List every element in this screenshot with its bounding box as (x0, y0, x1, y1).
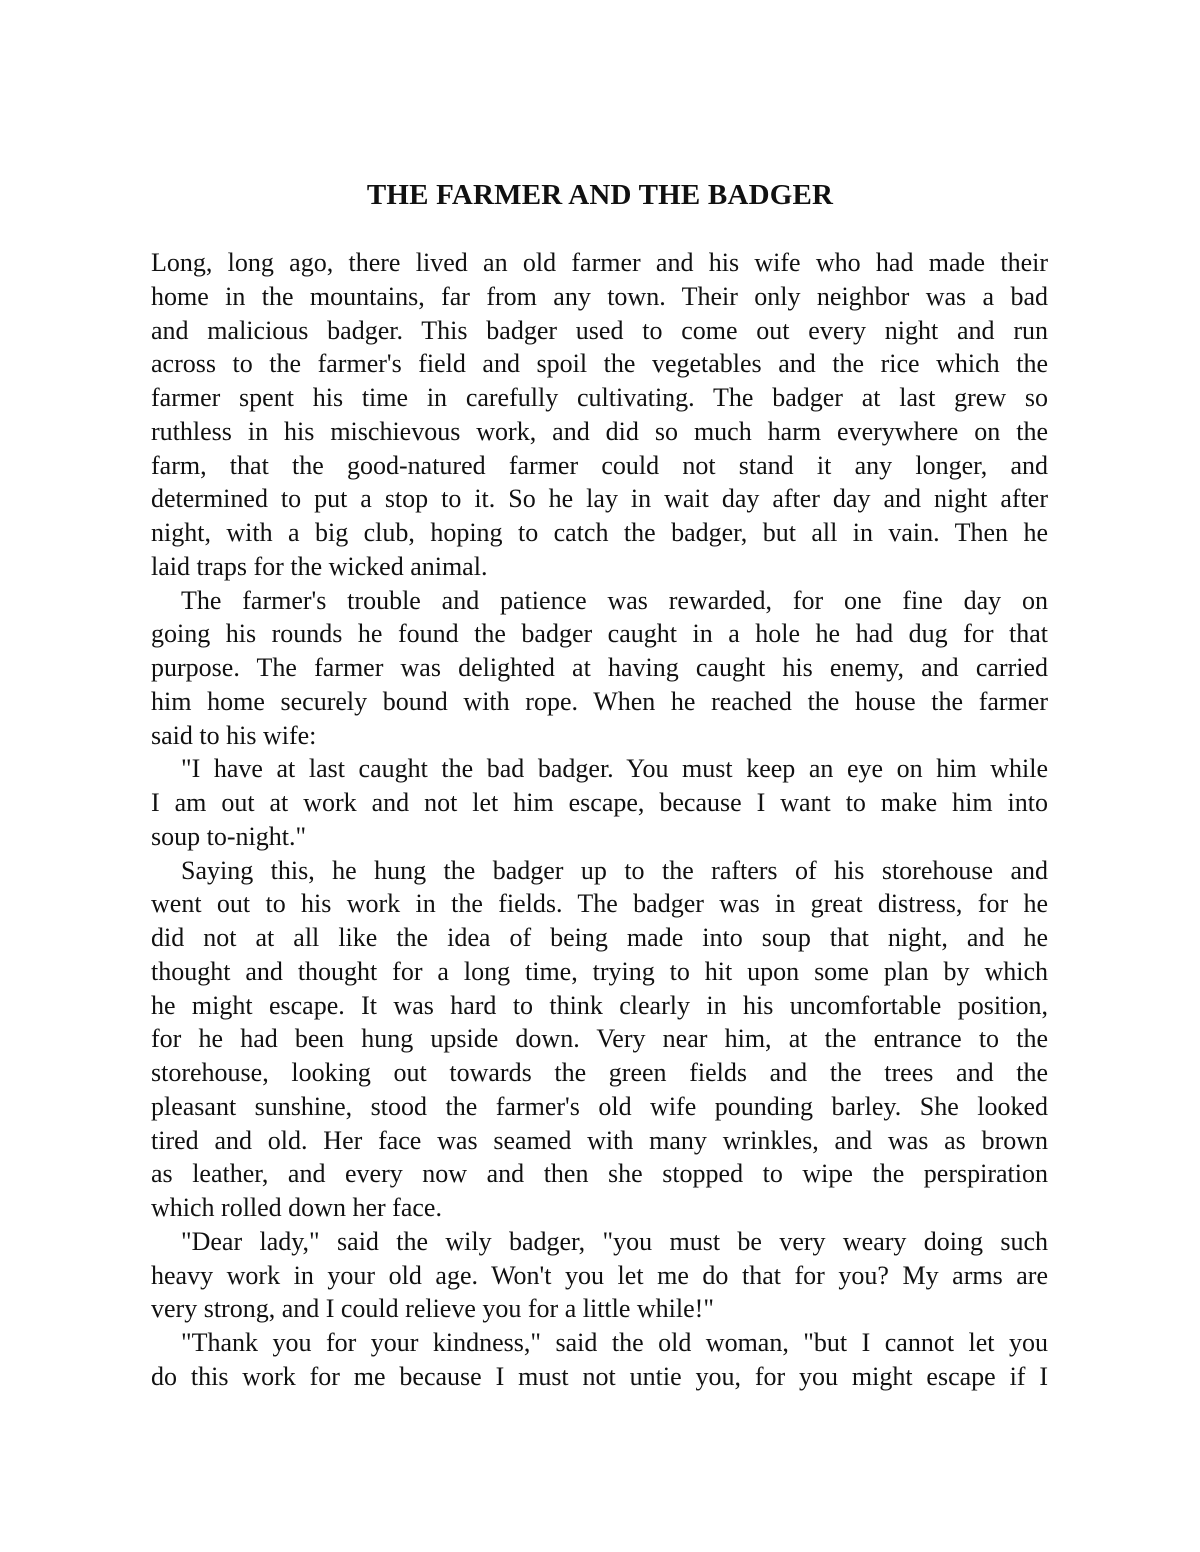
text-line: laid traps for the wicked animal. (151, 551, 488, 581)
text-line: farmer spent his time in carefully cultivating. The badger at last grew so (151, 383, 1048, 412)
text-line: ruthless in his mischievous work, and did so much harm everywhere on the (151, 416, 1048, 446)
text-line: thought and thought for a long time, trying to hit upon some plan by which (151, 956, 1048, 986)
text-line: and malicious badger. This badger used to come out every night and run (151, 315, 1048, 345)
text-line: tired and old. Her face was seamed with many wrinkles, and was as brown (151, 1125, 1048, 1155)
story-body (151, 246, 1048, 1394)
text-line: he might escape. It was hard to think clearly in his uncomfortable position, (151, 990, 1048, 1020)
text-line: night, with a big club, hoping to catch the badger, but all in vain. Then he (151, 518, 1048, 547)
paragraph (151, 584, 1048, 753)
text-line: heavy work in your old age. Won't you let me do that for you? My arms are (151, 1260, 1048, 1290)
text-line: purpose. The farmer was delighted at having caught his enemy, and carried (151, 653, 1048, 682)
text-line: across to the farmer's field and spoil the vegetables and the rice which the (151, 349, 1048, 379)
text-line: very strong, and I could relieve you for a little while!" (151, 1294, 714, 1324)
paragraph (151, 1225, 1048, 1326)
paragraph (151, 1326, 1048, 1394)
story-title: THE FARMER AND THE BADGER (366, 179, 834, 211)
text-line: Long, long ago, there lived an old farmer and his wife who had made their (151, 248, 1048, 277)
text-line: I am out at work and not let him escape, because I want to make him into (151, 788, 1048, 817)
text-line: which rolled down her face. (151, 1193, 442, 1222)
text-line: him home securely bound with rope. When he reached the house the farmer (151, 686, 1048, 716)
paragraph (151, 854, 1048, 1225)
text-line: Saying this, he hung the badger up to the rafters of his storehouse and (181, 855, 1048, 885)
text-line: said to his wife: (151, 720, 317, 750)
text-line: "I have at last caught the bad badger. You must keep an eye on him while (181, 754, 1048, 784)
text-line: farm, that the good-natured farmer could not stand it any longer, and (151, 450, 1048, 480)
text-line: went out to his work in the fields. The badger was in great distress, for he (151, 889, 1048, 919)
text-line: as leather, and every now and then she stopped to wipe the perspiration (151, 1159, 1048, 1189)
text-line: storehouse, looking out towards the green fields and the trees and the (151, 1058, 1048, 1087)
text-line: "Dear lady," said the wily badger, "you must be very weary doing such (181, 1226, 1048, 1256)
text-line: pleasant sunshine, stood the farmer's old wife pounding barley. She looked (151, 1091, 1048, 1121)
text-line: did not at all like the idea of being made into soup that night, and he (151, 923, 1048, 952)
text-line: home in the mountains, far from any town. Their only neighbor was a bad (151, 281, 1048, 311)
text-line: The farmer's trouble and patience was rewarded, for one fine day on (181, 585, 1048, 615)
text-line: determined to put a stop to it. So he lay in wait day after day and night after (151, 484, 1048, 514)
paragraph (151, 752, 1048, 853)
text-line: for he had been hung upside down. Very near him, at the entrance to the (151, 1024, 1048, 1054)
text-line: "Thank you for your kindness," said the old woman, "but I cannot let you (181, 1328, 1048, 1357)
text-line: going his rounds he found the badger caught in a hole he had dug for that (151, 619, 1048, 649)
paragraph (151, 246, 1048, 584)
text-line: soup to-night." (151, 821, 307, 851)
text-line: do this work for me because I must not untie you, for you might escape if I (151, 1361, 1048, 1391)
